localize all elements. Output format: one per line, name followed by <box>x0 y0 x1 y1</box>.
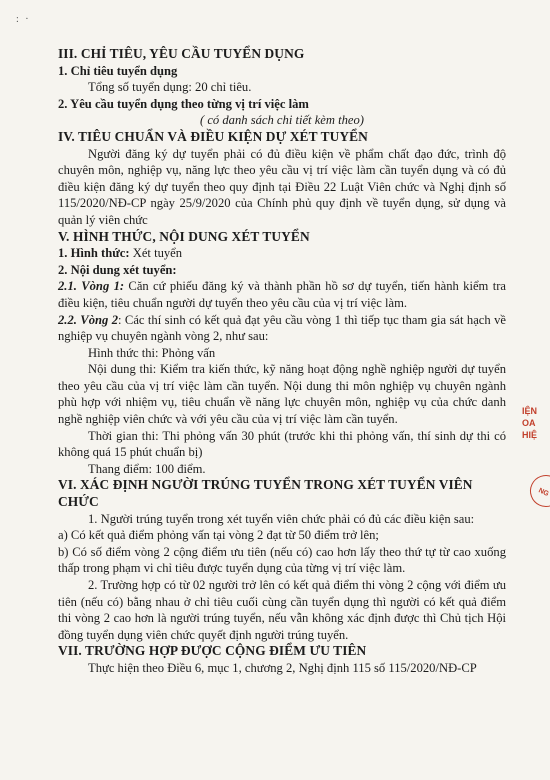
exam-time: Thời gian thi: Thi phỏng vấn 30 phút (trước khi thi phỏng vấn, thí sinh dự thi có không quá 15 phút chuẩn bị) <box>58 428 506 460</box>
exam-scale: Thang điểm: 100 điểm. <box>88 461 206 476</box>
section-5-heading: V. HÌNH THỨC, NỘI DUNG XÉT TUYỂN <box>58 228 310 244</box>
section-3-note: ( có danh sách chi tiết kèm theo) <box>199 113 364 128</box>
section-7-heading: VII. TRƯỜNG HỢP ĐƯỢC CỘNG ĐIỂM ƯU TIÊN <box>58 643 367 659</box>
section-4-heading: IV. TIÊU CHUẨN VÀ ĐIỀU KIỆN DỰ XÉT TUYỂN <box>58 128 368 144</box>
section-3-heading: III. CHỈ TIÊU, YÊU CẦU TUYỂN DỤNG <box>58 46 305 61</box>
round-1 <box>58 278 506 311</box>
section-3-sub1: 1. Chỉ tiêu tuyển dụng <box>58 63 178 78</box>
stamp-text-3: HIỆ <box>522 430 538 440</box>
section-6-p2: 2. Trường hợp có từ 02 người trở lên có kết quả điểm thi vòng 2 cộng với điểm ưu tiên (nếu có) bằng nhau ở chỉ tiêu cuối cùng cần tuyển dụng thì người có kết quả điểm thi vòng 2 cao hơn là người trúng tuyển, nếu vẫn không xác định được thì Chủ tịch Hội đồng tuyển dụng viên chức quyết định người trúng tuyển. <box>58 578 506 642</box>
round-1-text: Căn cứ phiếu đăng ký và thành phần hồ sơ dự tuyển, tiến hành kiểm tra điều kiện, tiêu chuẩn người dự tuyển theo yêu cầu của vị trí việc làm. <box>58 279 506 310</box>
round-1-label: 2.1. Vòng 1: <box>58 279 125 294</box>
section-6-b: b) Có số điểm vòng 2 cộng điểm ưu tiên (nếu có) cao hơn lấy theo thứ tự từ cao xuống thấp trong phạm vi chỉ tiêu được tuyển dụng của từng vị trí việc làm. <box>58 544 506 576</box>
section-6-p1: 1. Người trúng tuyển trong xét tuyển viên chức phải có đủ các điều kiện sau: <box>88 511 475 526</box>
stamp-ring-text: NG <box>537 487 550 498</box>
form-line <box>58 245 506 262</box>
round-2-label: 2.2. Vòng 2 <box>58 312 119 327</box>
form-label: 1. Hình thức: <box>58 246 130 261</box>
section-6-heading: VI. XÁC ĐỊNH NGƯỜI TRÚNG TUYỂN TRONG XÉT TUYỂN VIÊN CHỨC <box>58 477 473 510</box>
exam-content: Nội dung thi: Kiểm tra kiến thức, kỹ năng hoạt động nghề nghiệp người dự tuyển theo yêu cầu của vị trí việc làm cần tuyển. Nội dung thi môn nghiệp vụ chuyên ngành phù hợp với nhiệm vụ, tiêu chuẩn về năng lực chuyên môn, nghiệp vụ của chức danh nghề nghiệp viên chức và với yêu cầu của vị trí việc làm cần tuyển. <box>58 362 506 427</box>
content-label: 2. Nội dung xét tuyển: <box>58 262 177 277</box>
section-4-paragraph: Người đăng ký dự tuyển phải có đủ điều kiện về phẩm chất đạo đức, trình độ chuyên môn, nghiệp vụ, năng lực theo yêu cầu vị trí việc làm cần tuyển dụng và có đủ điều kiện đăng ký dự tuyển theo quy định tại Điều 22 Luật Viên chức và Nghị định số 115/2020/NĐ-CP ngày 25/9/2020 của Chính phủ quy định về tuyển dụng, sử dụng và quản lý viên chức <box>58 146 506 227</box>
round-2 <box>58 312 506 345</box>
red-stamp <box>522 405 550 515</box>
section-3-sub1-text: Tổng số tuyển dụng: 20 chỉ tiêu. <box>88 80 252 95</box>
form-value: Xét tuyển <box>129 246 183 261</box>
stamp-text-1: IỆN <box>522 406 538 416</box>
stamp-text-2: OA <box>522 418 536 428</box>
document-body <box>58 46 506 677</box>
round-2-text: : Các thí sinh có kết quả đạt yêu cầu vòng 1 thì tiếp tục tham gia sát hạch về nghiệp vụ chuyên ngành vòng 2, như sau: <box>58 312 506 344</box>
exam-form: Hình thức thi: Phỏng vấn <box>88 345 216 360</box>
section-7-p1: Thực hiện theo Điều 6, mục 1, chương 2, Nghị định 115 số 115/2020/NĐ-CP <box>88 660 477 675</box>
section-3-sub2: 2. Yêu cầu tuyển dụng theo từng vị trí việc làm <box>58 96 309 111</box>
margin-mark: : · <box>16 14 31 25</box>
section-6-a: a) Có kết quả điểm phỏng vấn tại vòng 2 đạt từ 50 điểm trở lên; <box>58 528 379 543</box>
